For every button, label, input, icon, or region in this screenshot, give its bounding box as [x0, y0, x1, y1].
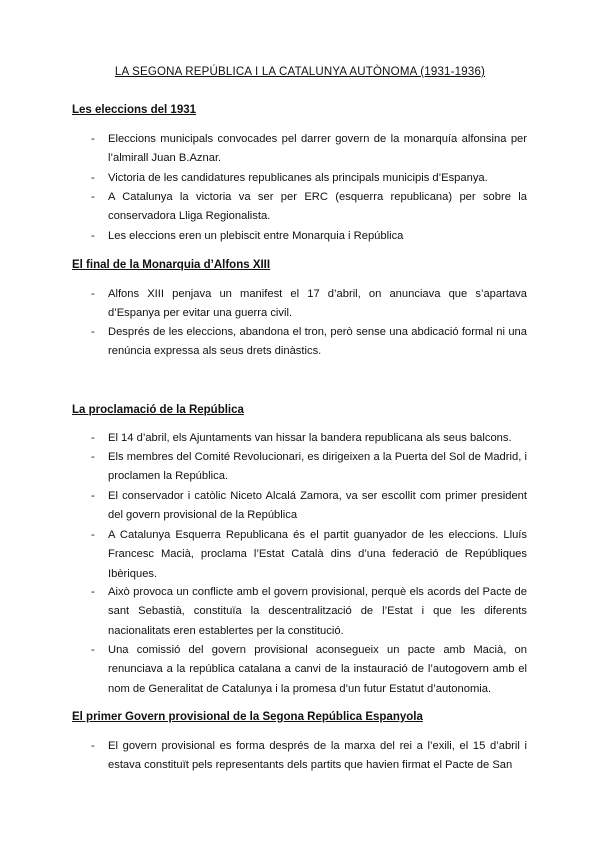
list-item: - Eleccions municipals convocades pel darrer govern de la monarquía alfonsina per l’almirall Juan B.Aznar. — [108, 130, 527, 169]
list-item: - Els membres del Comité Revolucionari, es dirigeixen a la Puerta del Sol de Madrid, i proclamen la República. — [108, 448, 527, 487]
list-item: - Una comissió del govern provisional aconsegueix un pacte amb Macià, on renunciava a la república catalana a canvi de la instauració de l’autogovern amb el nom de Generalitat de Catalunya i la promesa d’un futur Estatut d’autonomia. — [108, 641, 527, 699]
list-item: - Això provoca un conflicte amb el govern provisional, perquè els acords del Pacte de sant Sebastià, constituïa la descentralització de l’Estat i que les diferents nacionalitats eren establertes per la constitució. — [108, 583, 527, 641]
list-item: - El conservador i catòlic Niceto Alcalá Zamora, va ser escollit com primer president del govern provisional de la República — [108, 487, 527, 526]
list-item: - Victoria de les candidatures republicanes als principals municipis d’Espanya. — [108, 169, 527, 188]
list-item: - Després de les eleccions, abandona el tron, però sense una abdicació formal ni una renúncia expressa als seus drets dinàstics. — [108, 323, 527, 362]
section-heading-primer-govern: El primer Govern provisional de la Segona República Espanyola — [72, 711, 423, 723]
list-item: - Les eleccions eren un plebiscit entre Monarquia i República — [108, 227, 527, 246]
section-heading-proclamacio: La proclamació de la República — [72, 404, 244, 416]
section-heading-eleccions: Les eleccions del 1931 — [72, 104, 197, 116]
list-item: - A Catalunya Esquerra Republicana és el partit guanyador de les eleccions. Lluís Francesc Macià, proclama l’Estat Català dins d’una federació de Repúbliques Ibèriques. — [108, 526, 527, 584]
list-item: - El 14 d’abril, els Ajuntaments van hissar la bandera republicana als seus balcons. — [108, 429, 527, 448]
document-title: LA SEGONA REPÚBLICA I LA CATALUNYA AUTÒNOMA (1931-1936) — [114, 66, 486, 78]
list-item: - A Catalunya la victoria va ser per ERC (esquerra republicana) per sobre la conservadora Lliga Regionalista. — [108, 188, 527, 227]
list-item: - Alfons XIII penjava un manifest el 17 d’abril, on anunciava que s’apartava d’Espanya per evitar una guerra civil. — [108, 285, 527, 324]
section-heading-final-monarquia: El final de la Monarquia d’Alfons XIII — [72, 259, 271, 271]
list-item: - El govern provisional es forma després de la marxa del rei a l’exili, el 15 d’abril i estava constituït pels representants dels partits que havien firmat el Pacte de San — [108, 737, 527, 776]
